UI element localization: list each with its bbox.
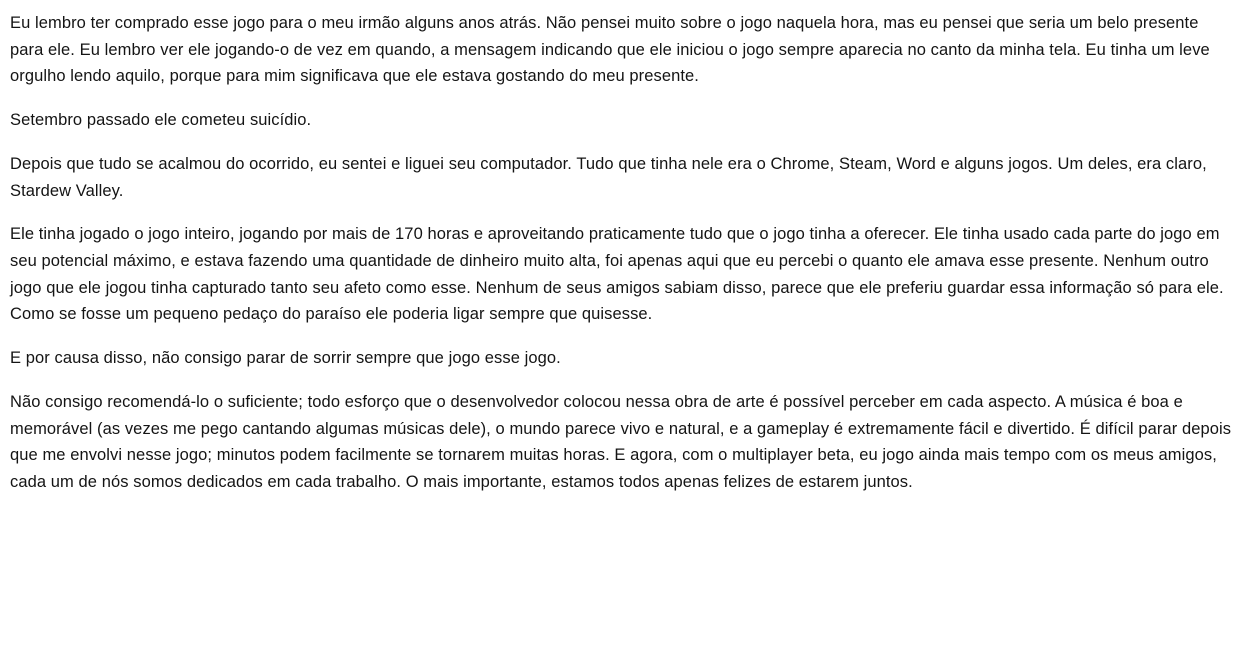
- paragraph: Não consigo recomendá-lo o suficiente; todo esforço que o desenvolvedor colocou nessa obra de arte é possível perceber em cada aspecto. A música é boa e memorável (as vezes me pego cantando algumas músicas dele), o mundo parece vivo e natural, e a gameplay é extremamente fácil e divertido. É difícil parar depois que me envolvi nesse jogo; minutos podem facilmente se tornarem muitas horas. E agora, com o multiplayer beta, eu jogo ainda mais tempo com os meus amigos, cada um de nós somos dedicados em cada trabalho. O mais importante, estamos todos apenas felizes de estarem juntos.: [10, 392, 1232, 492]
- paragraph: Setembro passado ele cometeu suicídio.: [10, 111, 312, 130]
- paragraph: E por causa disso, não consigo parar de sorrir sempre que jogo esse jogo.: [10, 349, 561, 368]
- paragraph: Depois que tudo se acalmou do ocorrido, eu sentei e liguei seu computador. Tudo que tinha nele era o Chrome, Steam, Word e alguns jogos. Um deles, era claro, Stardew Valley.: [10, 154, 1207, 200]
- paragraph: Ele tinha jogado o jogo inteiro, jogando por mais de 170 horas e aproveitando praticamente tudo que o jogo tinha a oferecer. Ele tinha usado cada parte do jogo em seu potencial máximo, e estava fazendo uma quantidade de dinheiro muito alta, foi apenas aqui que eu percebi o quanto ele amava esse presente. Nenhum outro jogo que ele jogou tinha capturado tanto seu afeto como esse. Nenhum de seus amigos sabiam disso, parece que ele preferiu guardar essa informação só para ele. Como se fosse um pequeno pedaço do paraíso ele poderia ligar sempre que quisesse.: [10, 225, 1224, 324]
- paragraph: Eu lembro ter comprado esse jogo para o meu irmão alguns anos atrás. Não pensei muito sobre o jogo naquela hora, mas eu pensei que seria um belo presente para ele. Eu lembro ver ele jogando-o de vez em quando, a mensagem indicando que ele iniciou o jogo sempre aparecia no canto da minha tela. Eu tinha um leve orgulho lendo aquilo, porque para mim significava que ele estava gostando do meu presente.: [10, 14, 1210, 86]
